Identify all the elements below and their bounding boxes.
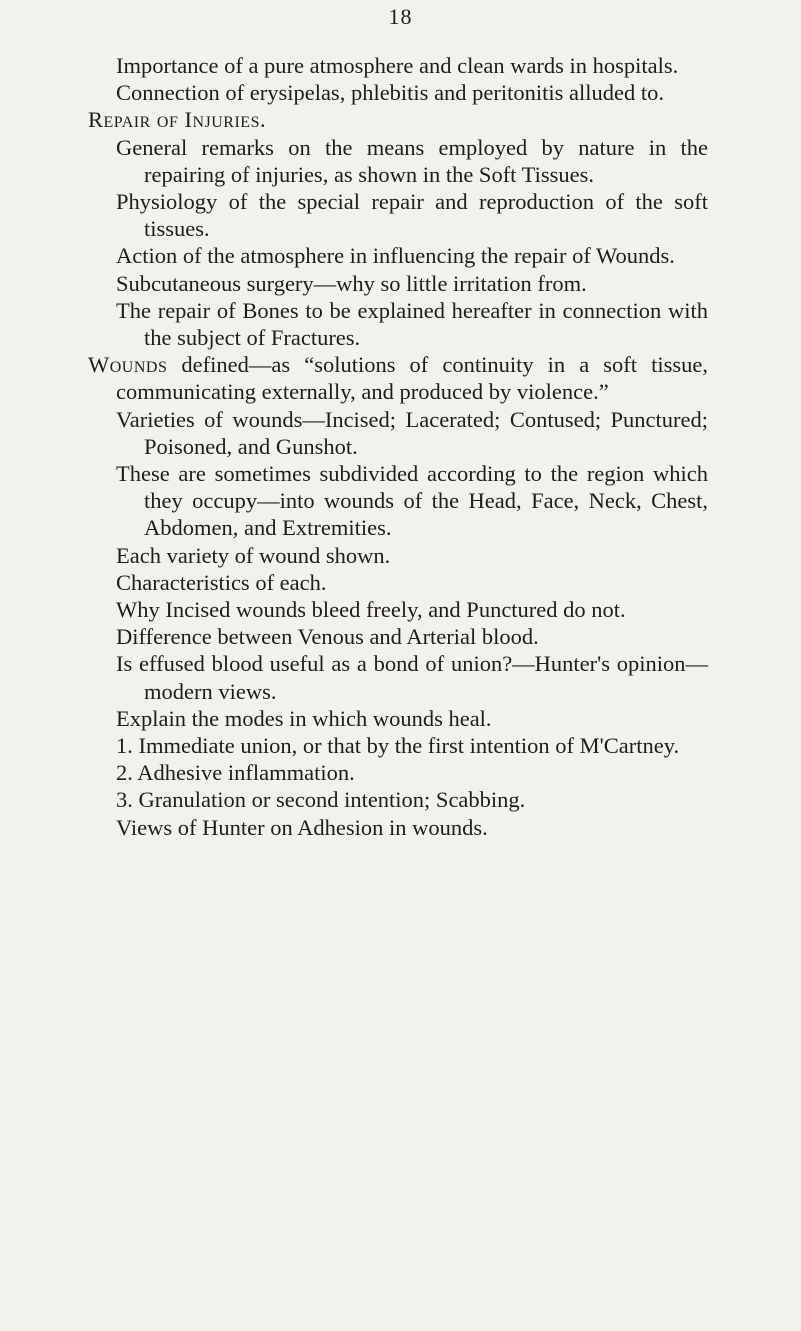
syllabus-item: Subcutaneous surgery—why so little irritation from. [116,270,587,296]
syllabus-item: 2. Adhesive inflammation. [116,760,355,786]
section-heading-repair-of-injuries [88,106,708,133]
syllabus-item: 1. Immediate union, or that by the first intention of M'Cartney. [116,733,680,759]
section-heading-wounds [88,351,708,405]
syllabus-item: General remarks on the means employed by nature in the repairing of injuries, as shown in the Soft Tissues. [116,134,708,187]
page-number: 18 [388,4,413,29]
syllabus-item: Why Incised wounds bleed freely, and Punctured do not. [116,597,626,623]
section-heading-lead: Wounds [88,352,168,378]
syllabus-text [88,52,708,841]
syllabus-item: These are sometimes subdivided according to the region which they occupy—into wounds of the Head, Face, Neck, Chest, Abdomen, and Extremities. [116,461,708,541]
syllabus-item: Each variety of wound shown. [116,542,391,568]
syllabus-item: Is effused blood useful as a bond of union?—Hunter's opinion—modern views. [116,651,708,704]
syllabus-item: Connection of erysipelas, phlebitis and peritonitis alluded to. [116,80,665,106]
syllabus-item: Physiology of the special repair and reproduction of the soft tissues. [116,189,708,242]
section-heading-rest: defined—as “solutions of continuity in a soft tissue, communicating externally, and produced by violence.” [116,352,708,405]
syllabus-item: Explain the modes in which wounds heal. [116,705,492,731]
syllabus-item: Action of the atmosphere in influencing the repair of Wounds. [116,243,675,269]
section-heading-lead: Repair of Injuries. [88,107,267,133]
syllabus-item: The repair of Bones to be explained hereafter in connection with the subject of Fractures. [116,297,708,351]
syllabus-item: Views of Hunter on Adhesion in wounds. [116,814,488,840]
syllabus-item: 3. Granulation or second intention; Scabbing. [116,787,526,813]
syllabus-item: Importance of a pure atmosphere and clean wards in hospitals. [116,53,679,78]
syllabus-item: Difference between Venous and Arterial blood. [116,624,539,650]
syllabus-item: Characteristics of each. [116,569,327,595]
syllabus-item: Varieties of wounds—Incised; Lacerated; Contused; Punctured; Poisoned, and Gunshot. [116,406,708,459]
